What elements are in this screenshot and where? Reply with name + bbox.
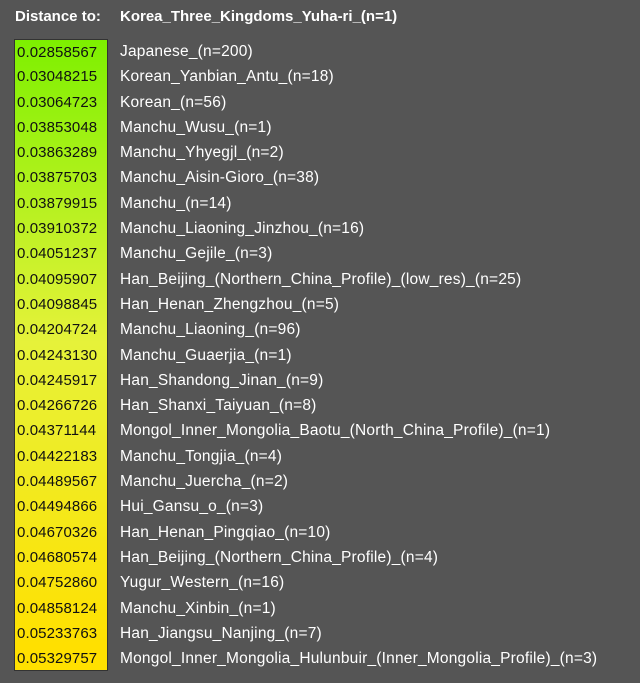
result-row bbox=[0, 646, 640, 671]
population-name: Manchu_Wusu_(n=1) bbox=[120, 118, 272, 136]
distance-value-cell: 0.05233763 bbox=[14, 621, 108, 646]
population-name: Korean_(n=56) bbox=[120, 93, 227, 111]
result-row bbox=[0, 216, 640, 241]
distance-value-cell: 0.04051237 bbox=[14, 241, 108, 266]
population-name: Manchu_Juercha_(n=2) bbox=[120, 473, 289, 491]
distance-value-cell: 0.04752860 bbox=[14, 570, 108, 595]
distance-value-cell: 0.03064723 bbox=[14, 90, 108, 115]
distance-value-cell: 0.04371144 bbox=[14, 418, 108, 443]
population-name: Manchu_Aisin-Gioro_(n=38) bbox=[120, 169, 320, 187]
population-name: Hui_Gansu_o_(n=3) bbox=[120, 498, 264, 516]
result-row bbox=[0, 317, 640, 342]
population-name: Han_Henan_Pingqiao_(n=10) bbox=[120, 523, 331, 541]
distance-value-cell: 0.03879915 bbox=[14, 191, 108, 216]
result-row bbox=[0, 191, 640, 216]
population-name: Manchu_Tongjia_(n=4) bbox=[120, 447, 283, 465]
distance-value-cell: 0.03875703 bbox=[14, 165, 108, 190]
result-row bbox=[0, 165, 640, 190]
result-row bbox=[0, 140, 640, 165]
result-row bbox=[0, 115, 640, 140]
result-row bbox=[0, 418, 640, 443]
distance-value-cell: 0.02858567 bbox=[14, 39, 108, 64]
population-name: Han_Beijing_(Northern_China_Profile)_(n=4) bbox=[120, 548, 439, 566]
distance-value-cell: 0.04245917 bbox=[14, 368, 108, 393]
population-name: Japanese_(n=200) bbox=[120, 43, 253, 60]
population-name: Manchu_Xinbin_(n=1) bbox=[120, 599, 276, 617]
population-name: Han_Beijing_(Northern_China_Profile)_(low_res)_(n=25) bbox=[120, 270, 522, 288]
result-row bbox=[0, 267, 640, 292]
result-row bbox=[0, 545, 640, 570]
result-row bbox=[0, 494, 640, 519]
result-row bbox=[0, 64, 640, 89]
population-name: Manchu_Gejile_(n=3) bbox=[120, 245, 273, 263]
population-name: Manchu_Guaerjia_(n=1) bbox=[120, 346, 292, 364]
distance-value-cell: 0.03048215 bbox=[14, 64, 108, 89]
distance-value-cell: 0.03853048 bbox=[14, 115, 108, 140]
result-row bbox=[0, 621, 640, 646]
result-row bbox=[0, 596, 640, 621]
result-row bbox=[0, 570, 640, 595]
population-name: Manchu_Liaoning_Jinzhou_(n=16) bbox=[120, 220, 365, 238]
result-row bbox=[0, 520, 640, 545]
population-name: Mongol_Inner_Mongolia_Baotu_(North_China_Profile)_(n=1) bbox=[120, 422, 551, 440]
population-name: Manchu_Yhyegjl_(n=2) bbox=[120, 144, 284, 162]
distance-value-cell: 0.04204724 bbox=[14, 317, 108, 342]
result-row bbox=[0, 343, 640, 368]
result-row bbox=[0, 444, 640, 469]
result-row bbox=[0, 469, 640, 494]
distance-value-cell: 0.04243130 bbox=[14, 343, 108, 368]
distance-value-cell: 0.04670326 bbox=[14, 520, 108, 545]
target-population-title: Korea_Three_Kingdoms_Yuha-ri_(n=1) bbox=[120, 8, 398, 25]
result-row bbox=[0, 368, 640, 393]
result-row bbox=[0, 90, 640, 115]
result-row bbox=[0, 292, 640, 317]
population-name: Manchu_Liaoning_(n=96) bbox=[120, 321, 301, 339]
distance-value-cell: 0.04098845 bbox=[14, 292, 108, 317]
population-name: Manchu_(n=14) bbox=[120, 194, 232, 212]
distance-to-label: Distance to: bbox=[15, 8, 101, 25]
population-name: Han_Henan_Zhengzhou_(n=5) bbox=[120, 295, 340, 313]
distance-value-cell: 0.04266726 bbox=[14, 393, 108, 418]
population-name: Han_Shandong_Jinan_(n=9) bbox=[120, 371, 324, 389]
distance-value-cell: 0.03863289 bbox=[14, 140, 108, 165]
population-name: Han_Jiangsu_Nanjing_(n=7) bbox=[120, 624, 322, 642]
result-row bbox=[0, 39, 640, 64]
result-row bbox=[0, 393, 640, 418]
population-name: Yugur_Western_(n=16) bbox=[120, 574, 285, 592]
population-name: Mongol_Inner_Mongolia_Hulunbuir_(Inner_Mongolia_Profile)_(n=3) bbox=[120, 650, 598, 668]
distance-value-cell: 0.04680574 bbox=[14, 545, 108, 570]
population-name: Han_Shanxi_Taiyuan_(n=8) bbox=[120, 397, 317, 415]
distance-value-cell: 0.05329757 bbox=[14, 646, 108, 671]
distance-value-cell: 0.04422183 bbox=[14, 444, 108, 469]
distance-value-cell: 0.04858124 bbox=[14, 596, 108, 621]
distance-value-cell: 0.04494866 bbox=[14, 494, 108, 519]
distance-value-cell: 0.04489567 bbox=[14, 469, 108, 494]
distance-results-list bbox=[0, 39, 640, 671]
distance-value-cell: 0.04095907 bbox=[14, 267, 108, 292]
population-name: Korean_Yanbian_Antu_(n=18) bbox=[120, 68, 334, 86]
result-row bbox=[0, 241, 640, 266]
distance-value-cell: 0.03910372 bbox=[14, 216, 108, 241]
results-header bbox=[0, 0, 640, 34]
